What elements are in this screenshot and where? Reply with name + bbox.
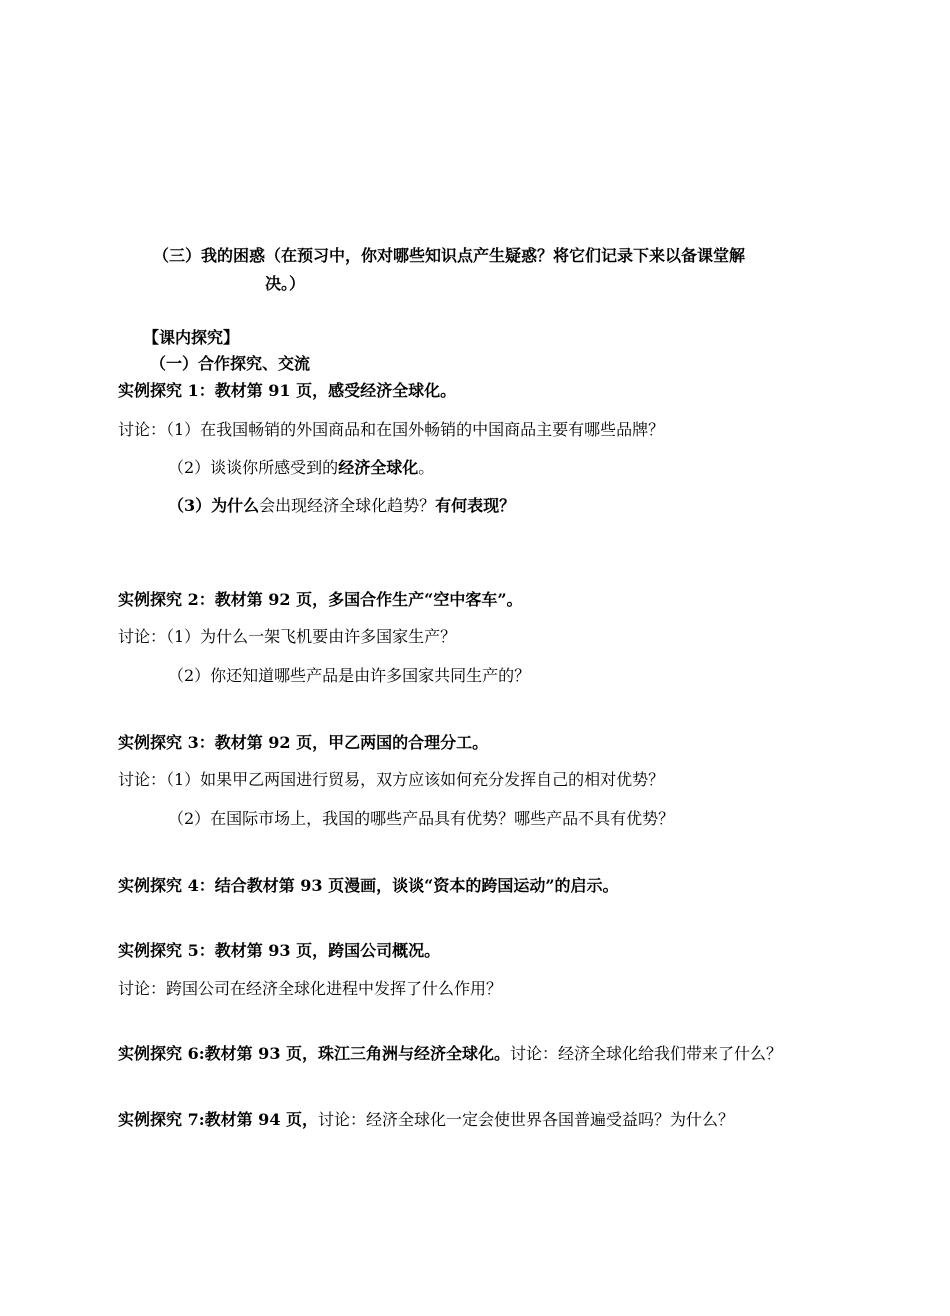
case1-question-2 <box>168 458 434 478</box>
case3-title: 实例探究 3：教材第 92 页，甲乙两国的合理分工。 <box>118 733 489 752</box>
case3-question-2: （2）在国际市场上，我国的哪些产品具有优势？哪些产品不具有优势？ <box>168 809 675 828</box>
case6-line <box>118 1044 782 1064</box>
case5-question-1: 讨论：跨国公司在经济全球化进程中发挥了什么作用？ <box>118 979 503 998</box>
case5-title: 实例探究 5：教材第 93 页，跨国公司概况。 <box>118 941 441 960</box>
case1-title: 实例探究 1：教材第 91 页，感受经济全球化。 <box>118 381 457 400</box>
puzzle-heading-line2: 决。） <box>265 274 306 293</box>
case1-q2-bold: 经济全球化 <box>338 458 419 477</box>
puzzle-heading-line1: （三）我的困惑（在预习中，你对哪些知识点产生疑惑？将它们记录下来以备课堂解 <box>153 246 746 265</box>
case6-discussion: 讨论：经济全球化给我们带来了什么？ <box>510 1044 783 1063</box>
section-heading: 【课内探究】 <box>143 328 240 347</box>
case1-q2-prefix: （2）谈谈你所感受到的 <box>168 458 339 477</box>
case7-discussion: 讨论：经济全球化一定会使世界各国普遍受益吗？为什么？ <box>318 1110 735 1129</box>
case3-question-1: 讨论：（1）如果甲乙两国进行贸易，双方应该如何充分发挥自己的相对优势？ <box>118 770 665 789</box>
case1-q3-part-c: 有何表现？ <box>435 496 516 515</box>
case2-question-2: （2）你还知道哪些产品是由许多国家共同生产的？ <box>168 666 531 685</box>
case1-question-3 <box>168 496 515 516</box>
case1-q3-part-b: 会出现经济全球化趋势？ <box>259 496 436 515</box>
case7-title: 实例探究 7:教材第 94 页， <box>118 1110 319 1129</box>
case2-question-1: 讨论：（1）为什么一架飞机要由许多国家生产？ <box>118 627 457 646</box>
section-subheading: （一）合作探究、交流 <box>150 354 311 373</box>
case1-question-1: 讨论：（1）在我国畅销的外国商品和在国外畅销的中国商品主要有哪些品牌？ <box>118 420 665 439</box>
case2-title: 实例探究 2：教材第 92 页，多国合作生产“空中客车”。 <box>118 590 523 609</box>
case6-title: 实例探究 6:教材第 93 页，珠江三角洲与经济全球化。 <box>118 1044 511 1063</box>
case4-title: 实例探究 4：结合教材第 93 页漫画，谈谈“资本的跨国运动”的启示。 <box>118 876 619 895</box>
case1-q3-part-a: （3）为什么 <box>168 496 260 515</box>
case7-line <box>118 1110 734 1130</box>
case1-q2-suffix: 。 <box>418 458 435 477</box>
